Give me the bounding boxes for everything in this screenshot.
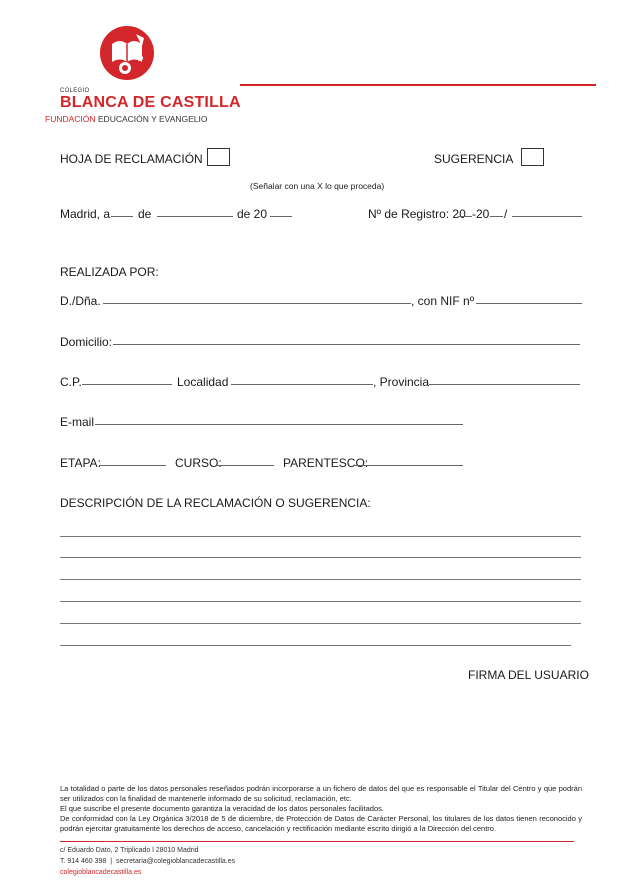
realizada-por-heading: REALIZADA POR: (60, 265, 159, 279)
description-line[interactable] (60, 579, 581, 580)
provincia-field[interactable] (429, 384, 580, 385)
legal-text (60, 784, 582, 834)
registro-slash: / (504, 207, 508, 221)
domicilio-label: Domicilio: (60, 335, 113, 349)
footer-rule (60, 841, 574, 842)
sugerencia-checkbox[interactable] (521, 148, 544, 166)
registro-dash: -20 (472, 207, 490, 221)
footer-contact: T. 914 460 398 | secretaria@colegioblancadecastilla.es (60, 858, 236, 865)
dna-label: D./Dña. (60, 294, 101, 308)
logo-colegio: COLEGIO (60, 88, 90, 94)
header-rule (240, 84, 596, 86)
firma-label: FIRMA DEL USUARIO (468, 668, 589, 682)
cp-label: C.P. (60, 375, 82, 389)
description-line[interactable] (60, 623, 581, 624)
localidad-field[interactable] (231, 384, 373, 385)
description-line[interactable] (60, 557, 581, 558)
instruction-text: (Señalar con una X lo que proceda) (250, 181, 385, 191)
madrid-a-label: Madrid, a (60, 207, 111, 221)
nif-field[interactable] (476, 303, 582, 304)
provincia-label: , Provincia (373, 375, 430, 389)
parentesco-field[interactable] (355, 465, 463, 466)
logo-school-name: BLANCA DE CASTILLA (60, 94, 241, 111)
registro-label: Nº de Registro: 20 (368, 207, 466, 221)
description-line[interactable] (60, 536, 581, 537)
logo-foundation-rest: EDUCACIÓN Y EVANGELIO (95, 114, 208, 124)
logo-foundation-red: FUNDACIÓN (45, 114, 96, 124)
month-field[interactable] (157, 216, 233, 217)
year-field[interactable] (270, 216, 292, 217)
day-field[interactable] (111, 216, 133, 217)
email-field[interactable] (95, 424, 463, 425)
registro-number-field[interactable] (512, 216, 582, 217)
hoja-reclamacion-checkbox[interactable] (207, 148, 230, 166)
registro-year1-field[interactable] (458, 216, 472, 217)
footer-web[interactable]: colegioblancadecastilla.es (60, 869, 142, 876)
curso-field[interactable] (216, 465, 274, 466)
etapa-field[interactable] (99, 465, 166, 466)
description-line[interactable] (60, 645, 571, 646)
etapa-label: ETAPA: (60, 456, 101, 470)
email-label: E-mail (60, 415, 95, 429)
domicilio-field[interactable] (113, 344, 580, 345)
footer-email[interactable]: secretaria@colegioblancadecastilla.es (115, 858, 236, 865)
cp-field[interactable] (82, 384, 172, 385)
name-field[interactable] (103, 303, 411, 304)
de20-label: de 20 (237, 207, 268, 221)
description-line[interactable] (60, 601, 581, 602)
footer-phone: T. 914 460 398 (60, 858, 107, 865)
descripcion-heading: DESCRIPCIÓN DE LA RECLAMACIÓN O SUGERENCIA: (60, 496, 371, 510)
nif-label: , con NIF nº (411, 294, 475, 308)
de-label-1: de (138, 207, 152, 221)
parentesco-label: PARENTESCO: (283, 456, 369, 470)
hoja-reclamacion-label: HOJA DE RECLAMACIÓN (60, 152, 203, 166)
legal-paragraph-1: La totalidad o parte de los datos personales reseñados podrán incorporarse a un fichero de datos del que es responsable el Titular del Centro y que podrán ser utilizados con la finalidad de mantenerle informado de su solicitud, reclamación, etc. (60, 784, 582, 803)
curso-label: CURSO: (175, 456, 222, 470)
school-logo-emblem (98, 24, 156, 82)
legal-paragraph-3: De conformidad con la Ley Orgánica 3/2018 de 5 de diciembre, de Protección de Datos de Carácter Personal, los titulares de los datos tienen reconocido y podrán ejercitar gratuitamente los derechos de acceso, cancelación y rectificación mediante escrito dirigió a la Dirección del centro. (60, 814, 582, 833)
localidad-label: Localidad (177, 375, 229, 389)
logo-foundation (45, 115, 207, 124)
footer-address: c/ Eduardo Dato, 2 Triplicado l 28010 Madrid (60, 847, 199, 854)
registro-year2-field[interactable] (490, 216, 503, 217)
sugerencia-label: SUGERENCIA (434, 152, 514, 166)
legal-paragraph-2: El que suscribe el presente documento garantiza la veracidad de los datos personales facilitados. (60, 804, 384, 813)
